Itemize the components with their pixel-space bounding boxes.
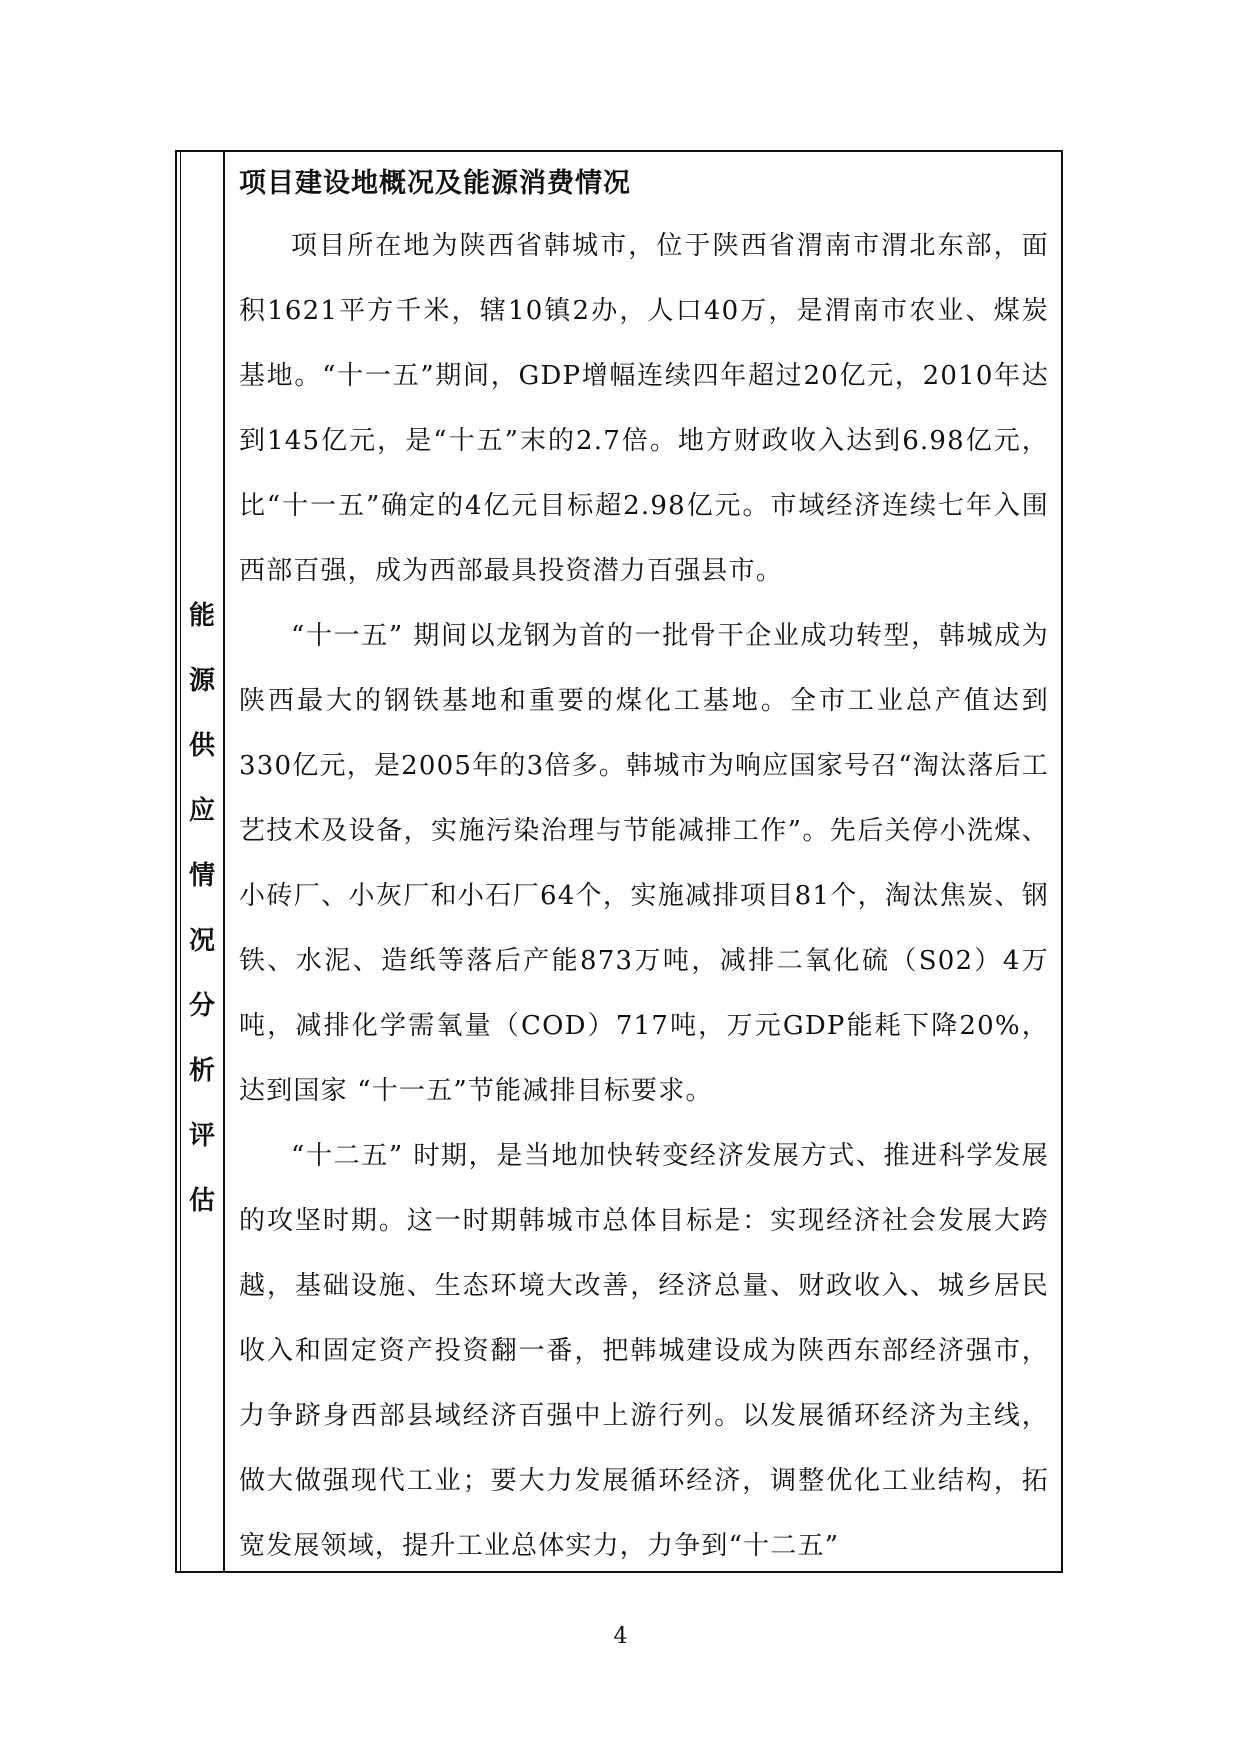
label-char: 况 (188, 926, 215, 956)
label-char: 能 (188, 601, 215, 631)
label-char: 析 (188, 1056, 215, 1086)
label-char: 估 (188, 1186, 215, 1216)
label-column (181, 152, 225, 1571)
paragraph-overview: 项目所在地为陕西省韩城市，位于陕西省渭南市渭北东部，面积1621平方千米，辖10镇2办，人口40万，是渭南市农业、煤炭基地。“十一五”期间，GDP增幅连续四年超过20亿元，2010年达到145亿元，是“十五”末的2.7倍。地方财政收入达到6.98亿元，比“十一五”确定的4亿元目标超2.98亿元。市域经济连续七年入围西部百强，成为西部最具投资潜力百强县市。 (239, 231, 1049, 586)
paragraph-eleventh-plan: “十一五” 期间以龙钢为首的一批骨干企业成功转型，韩城成为陕西最大的钢铁基地和重要的煤化工基地。全市工业总产值达到330亿元，是2005年的3倍多。韩城市为响应国家号召“淘汰落后工艺技术及设备，实施污染治理与节能减排工作”。先后关停小洗煤、小砖厂、小灰厂和小石厂64个，实施减排项目81个，淘汰焦炭、钢铁、水泥、造纸等落后产能873万吨，减排二氧化硫（S02）4万吨，减排化学需氧量（COD）717吨，万元GDP能耗下降20%，达到国家 “十一五”节能减排目标要求。 (239, 621, 1049, 1106)
label-char: 应 (188, 796, 215, 826)
paragraph-twelfth-plan: “十二五” 时期，是当地加快转变经济发展方式、推进科学发展的攻坚时期。这一时期韩城市总体目标是：实现经济社会发展大跨越，基础设施、生态环境大改善，经济总量、财政收入、城乡居民收入和固定资产投资翻一番，把韩城建设成为陕西东部经济强市，力争跻身西部县域经济百强中上游行列。以发展循环经济为主线，做大做强现代工业；要大力发展循环经济，调整优化工业结构，拓宽发展领域，提升工业总体实力，力争到“十二五” (239, 1141, 1049, 1561)
document-table (175, 150, 1063, 1573)
label-char: 分 (188, 991, 215, 1021)
vertical-section-label (181, 584, 223, 1234)
label-char: 源 (188, 666, 215, 696)
label-char: 评 (188, 1121, 215, 1151)
content-cell (239, 164, 1049, 1579)
label-char: 情 (188, 861, 215, 891)
section-title: 项目建设地概况及能源消费情况 (239, 168, 631, 199)
label-char: 供 (188, 731, 215, 761)
page-number: 4 (613, 1624, 628, 1649)
